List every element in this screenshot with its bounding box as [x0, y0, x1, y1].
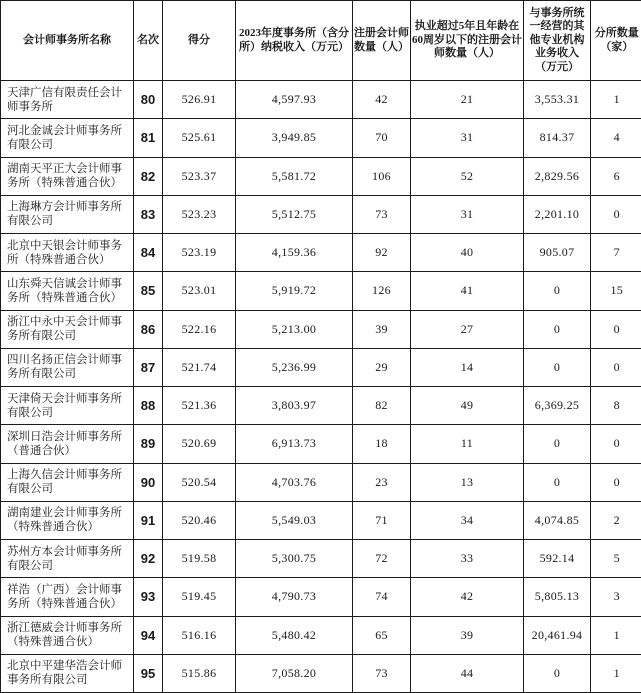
- cell-rank: 82: [134, 157, 163, 195]
- cell-name: 北京中天银会计师事务所（特殊普通合伙）: [1, 234, 134, 272]
- cell-score: 522.16: [163, 310, 236, 348]
- cell-tax-income: 5,581.72: [236, 157, 353, 195]
- cell-other-income: 2,829.56: [524, 157, 591, 195]
- cell-name: 上海久信会计师事务所有限公司: [1, 463, 134, 501]
- cell-cpa-count: 92: [353, 234, 411, 272]
- cell-name: 天津倚天会计师事务所有限公司: [1, 387, 134, 425]
- cell-name: 深圳日浩会计师事务所（普通合伙）: [1, 425, 134, 463]
- cell-other-income: 592.14: [524, 540, 591, 578]
- cell-score: 516.16: [163, 616, 236, 654]
- cell-tax-income: 7,058.20: [236, 654, 353, 692]
- cell-tax-income: 5,213.00: [236, 310, 353, 348]
- cell-cpa-senior-count: 14: [411, 348, 524, 386]
- cell-other-income: 0: [524, 425, 591, 463]
- cell-score: 525.61: [163, 119, 236, 157]
- cell-cpa-count: 74: [353, 578, 411, 616]
- cell-other-income: 6,369.25: [524, 387, 591, 425]
- cell-other-income: 0: [524, 463, 591, 501]
- cell-cpa-senior-count: 11: [411, 425, 524, 463]
- cell-rank: 95: [134, 654, 163, 692]
- cell-score: 523.37: [163, 157, 236, 195]
- cell-other-income: 0: [524, 654, 591, 692]
- table-row: [1, 501, 641, 539]
- cell-name: 浙江德威会计师事务所（特殊普通合伙）: [1, 616, 134, 654]
- cell-cpa-count: 29: [353, 348, 411, 386]
- cell-cpa-count: 71: [353, 501, 411, 539]
- cell-cpa-senior-count: 13: [411, 463, 524, 501]
- table-row: [1, 425, 641, 463]
- cell-tax-income: 4,790.73: [236, 578, 353, 616]
- cell-tax-income: 3,803.97: [236, 387, 353, 425]
- cell-score: 520.69: [163, 425, 236, 463]
- cell-score: 523.19: [163, 234, 236, 272]
- cell-branch-count: 6: [591, 157, 641, 195]
- table-row: [1, 119, 641, 157]
- cell-other-income: 0: [524, 272, 591, 310]
- cell-name: 湖南天平正大会计师事务所（特殊普通合伙）: [1, 157, 134, 195]
- cell-tax-income: 5,236.99: [236, 348, 353, 386]
- table-row: [1, 578, 641, 616]
- cell-score: 519.58: [163, 540, 236, 578]
- cell-branch-count: 2: [591, 501, 641, 539]
- cell-other-income: 20,461.94: [524, 616, 591, 654]
- column-header-score: 得分: [163, 1, 236, 81]
- cell-score: 523.01: [163, 272, 236, 310]
- column-header-branch-count: 分所数量（家）: [591, 1, 641, 81]
- cell-cpa-senior-count: 49: [411, 387, 524, 425]
- cell-score: 520.54: [163, 463, 236, 501]
- cell-cpa-count: 42: [353, 81, 411, 119]
- cell-cpa-senior-count: 52: [411, 157, 524, 195]
- cell-cpa-count: 18: [353, 425, 411, 463]
- cell-rank: 94: [134, 616, 163, 654]
- cell-rank: 86: [134, 310, 163, 348]
- cell-score: 523.23: [163, 195, 236, 233]
- cell-branch-count: 1: [591, 654, 641, 692]
- cell-branch-count: 0: [591, 310, 641, 348]
- cell-tax-income: 5,919.72: [236, 272, 353, 310]
- cell-other-income: 905.07: [524, 234, 591, 272]
- cell-rank: 91: [134, 501, 163, 539]
- cell-score: 526.91: [163, 81, 236, 119]
- cell-cpa-count: 23: [353, 463, 411, 501]
- cell-rank: 88: [134, 387, 163, 425]
- cell-rank: 85: [134, 272, 163, 310]
- cell-branch-count: 8: [591, 387, 641, 425]
- cell-other-income: 814.37: [524, 119, 591, 157]
- cell-score: 519.45: [163, 578, 236, 616]
- cell-name: 北京中平建华浩会计师事务所有限公司: [1, 654, 134, 692]
- cell-other-income: 2,201.10: [524, 195, 591, 233]
- column-header-firm-name: 会计师事务所名称: [1, 1, 134, 81]
- cell-rank: 89: [134, 425, 163, 463]
- cell-cpa-senior-count: 33: [411, 540, 524, 578]
- cell-cpa-senior-count: 42: [411, 578, 524, 616]
- cell-cpa-senior-count: 44: [411, 654, 524, 692]
- cell-rank: 83: [134, 195, 163, 233]
- table-header: [1, 1, 641, 81]
- cell-tax-income: 4,703.76: [236, 463, 353, 501]
- cell-cpa-senior-count: 31: [411, 195, 524, 233]
- cell-rank: 84: [134, 234, 163, 272]
- cell-tax-income: 4,597.93: [236, 81, 353, 119]
- cell-name: 湖南建业会计师事务所（特殊普通合伙）: [1, 501, 134, 539]
- cell-name: 四川名扬正信会计师事务所有限公司: [1, 348, 134, 386]
- cell-other-income: 3,553.31: [524, 81, 591, 119]
- cell-branch-count: 15: [591, 272, 641, 310]
- table-row: [1, 157, 641, 195]
- cell-cpa-senior-count: 21: [411, 81, 524, 119]
- cell-branch-count: 0: [591, 348, 641, 386]
- cell-other-income: 4,074.85: [524, 501, 591, 539]
- table-row: [1, 272, 641, 310]
- table-row: [1, 463, 641, 501]
- cell-tax-income: 4,159.36: [236, 234, 353, 272]
- table-row: [1, 616, 641, 654]
- cell-cpa-senior-count: 34: [411, 501, 524, 539]
- cell-score: 515.86: [163, 654, 236, 692]
- cell-score: 521.36: [163, 387, 236, 425]
- table-row: [1, 234, 641, 272]
- cell-cpa-senior-count: 31: [411, 119, 524, 157]
- cell-name: 山东舜天信诚会计师事务所（特殊普通合伙）: [1, 272, 134, 310]
- cell-name: 浙江中永中天会计师事务所有限公司: [1, 310, 134, 348]
- cell-rank: 80: [134, 81, 163, 119]
- cell-branch-count: 1: [591, 81, 641, 119]
- cell-cpa-senior-count: 39: [411, 616, 524, 654]
- cell-cpa-senior-count: 27: [411, 310, 524, 348]
- cell-cpa-senior-count: 40: [411, 234, 524, 272]
- cell-branch-count: 0: [591, 463, 641, 501]
- cell-cpa-count: 73: [353, 195, 411, 233]
- cell-cpa-count: 106: [353, 157, 411, 195]
- cell-score: 521.74: [163, 348, 236, 386]
- cell-cpa-count: 72: [353, 540, 411, 578]
- table-row: [1, 387, 641, 425]
- cell-name: 河北金诚会计师事务所有限公司: [1, 119, 134, 157]
- cell-name: 上海琳方会计师事务所有限公司: [1, 195, 134, 233]
- cell-branch-count: 5: [591, 540, 641, 578]
- cell-cpa-count: 126: [353, 272, 411, 310]
- cell-cpa-count: 73: [353, 654, 411, 692]
- cell-branch-count: 0: [591, 195, 641, 233]
- cell-other-income: 0: [524, 310, 591, 348]
- column-header-tax-income-2023: 2023年度事务所（含分所）纳税收入（万元）: [236, 1, 353, 81]
- cell-branch-count: 0: [591, 425, 641, 463]
- cell-branch-count: 7: [591, 234, 641, 272]
- cell-name: 天津广信有限责任会计师事务所: [1, 81, 134, 119]
- cell-tax-income: 5,512.75: [236, 195, 353, 233]
- cell-branch-count: 3: [591, 578, 641, 616]
- table-row: [1, 654, 641, 692]
- cell-cpa-count: 39: [353, 310, 411, 348]
- cell-name: 祥浩（广西）会计师事务所（特殊普通合伙）: [1, 578, 134, 616]
- cell-name: 苏州方本会计师事务所有限公司: [1, 540, 134, 578]
- table-row: [1, 81, 641, 119]
- column-header-rank: 名次: [134, 1, 163, 81]
- table-row: [1, 195, 641, 233]
- cell-rank: 93: [134, 578, 163, 616]
- cell-other-income: 5,805.13: [524, 578, 591, 616]
- cell-cpa-senior-count: 41: [411, 272, 524, 310]
- cell-tax-income: 5,549.03: [236, 501, 353, 539]
- cell-cpa-count: 82: [353, 387, 411, 425]
- cell-other-income: 0: [524, 348, 591, 386]
- cell-cpa-count: 70: [353, 119, 411, 157]
- header-row: [1, 1, 641, 81]
- cell-rank: 90: [134, 463, 163, 501]
- table-row: [1, 348, 641, 386]
- cell-tax-income: 3,949.85: [236, 119, 353, 157]
- table-body: [1, 81, 641, 693]
- cell-score: 520.46: [163, 501, 236, 539]
- cell-cpa-count: 65: [353, 616, 411, 654]
- cell-tax-income: 5,300.75: [236, 540, 353, 578]
- cell-branch-count: 1: [591, 616, 641, 654]
- cell-rank: 87: [134, 348, 163, 386]
- cell-tax-income: 6,913.73: [236, 425, 353, 463]
- cell-rank: 92: [134, 540, 163, 578]
- column-header-cpa-senior-count: 执业超过5年且年龄在60周岁以下的注册会计师数量（人）: [411, 1, 524, 81]
- cell-tax-income: 5,480.42: [236, 616, 353, 654]
- cell-rank: 81: [134, 119, 163, 157]
- column-header-other-org-income: 与事务所统一经营的其他专业机构业务收入（万元）: [524, 1, 591, 81]
- cell-branch-count: 4: [591, 119, 641, 157]
- column-header-cpa-count: 注册会计师数量（人）: [353, 1, 411, 81]
- table-row: [1, 540, 641, 578]
- table-row: [1, 310, 641, 348]
